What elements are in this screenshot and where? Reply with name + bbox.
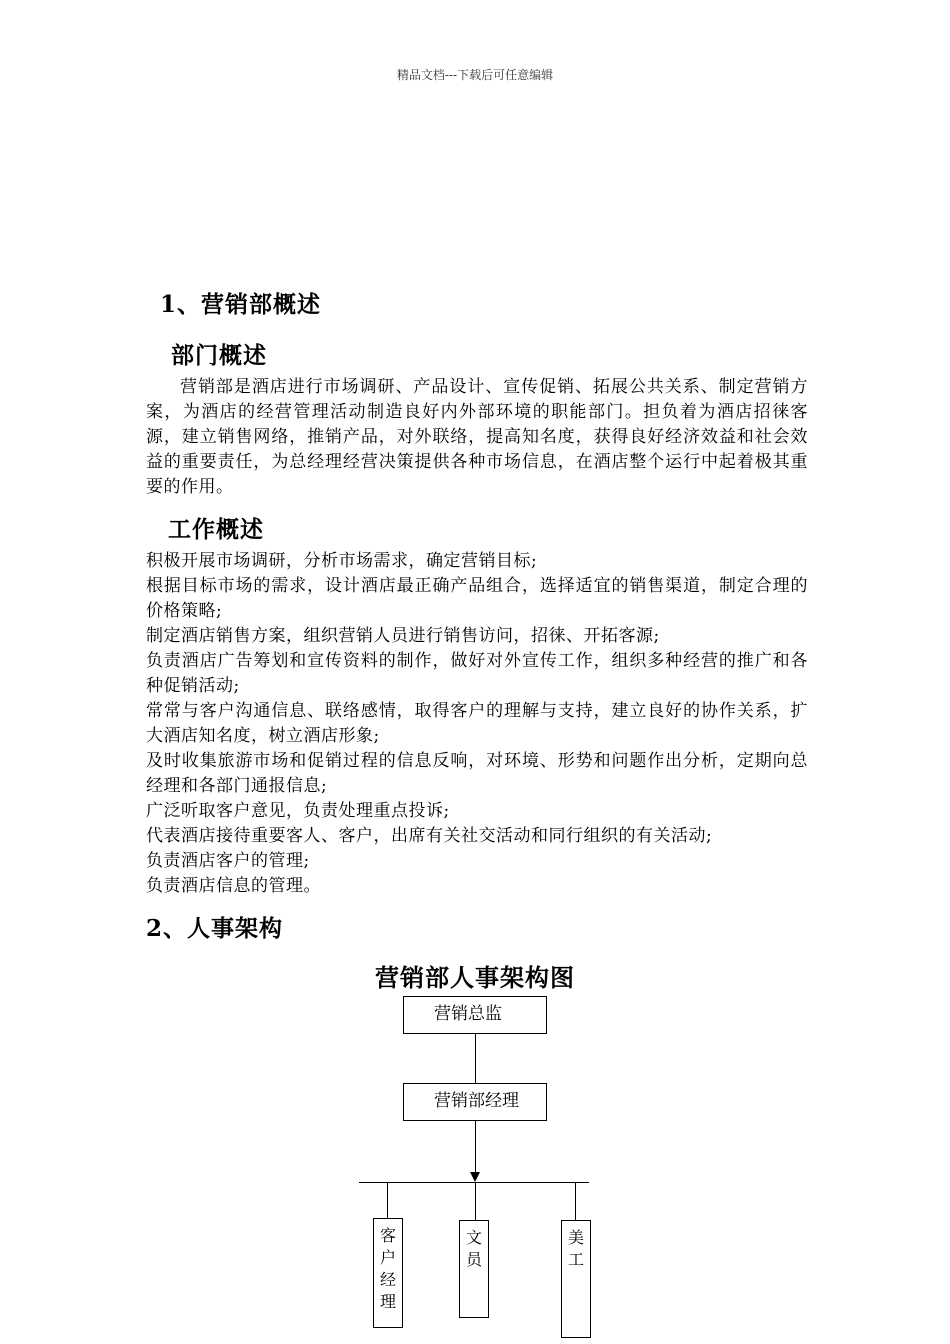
list-item: 制定酒店销售方案，组织营销人员进行销售访问，招徕、开拓客源;: [146, 626, 660, 646]
list-item: 负责酒店广告筹划和宣传资料的制作，做好对外宣传工作，组织多种经营的推广和各种促销活动;: [146, 651, 808, 696]
arrow-down-icon: [470, 1172, 480, 1182]
connector-line: [387, 1182, 388, 1218]
work-overview-heading: 工作概述: [168, 516, 264, 543]
org-node-label: 文员: [466, 1228, 483, 1269]
header-note: 精品文档---下载后可任意编辑: [396, 68, 554, 82]
org-node-label: 美工: [568, 1228, 585, 1269]
connector-line: [475, 1121, 476, 1173]
org-node-label: 营销部经理: [434, 1091, 519, 1111]
section2-title: 2、人事架构: [146, 915, 284, 942]
list-item: 负责酒店客户的管理;: [146, 851, 310, 871]
list-item: 负责酒店信息的管理。: [146, 876, 321, 896]
list-item: 及时收集旅游市场和促销过程的信息反响，对环境、形势和问题作出分析，定期向总经理和各部门通报信息;: [146, 751, 808, 796]
org-chart-title: 营销部人事架构图: [375, 963, 575, 992]
list-item: 积极开展市场调研，分析市场需求，确定营销目标;: [146, 551, 538, 571]
org-node-label: 客户经理: [380, 1226, 397, 1311]
org-node-top: [403, 996, 547, 1034]
connector-line: [475, 1034, 476, 1084]
list-item: 代表酒店接待重要客人、客户，出席有关社交活动和同行组织的有关活动;: [146, 826, 713, 846]
org-node-label: 营销总监: [434, 1004, 502, 1024]
org-node-middle: [403, 1083, 547, 1121]
connector-line: [359, 1182, 589, 1183]
connector-line: [475, 1182, 476, 1220]
section1-title: 1、营销部概述: [160, 291, 322, 318]
connector-line: [575, 1182, 576, 1220]
dept-overview-text: 营销部是酒店进行市场调研、产品设计、宣传促销、拓展公共关系、制定营销方案，为酒店的经营管理活动制造良好内外部环境的职能部门。担负着为酒店招徕客源，建立销售网络，推销产品，对外联络，提高知名度，获得良好经济效益和社会效益的重要责任，为总经理经营决策提供各种市场信息，在酒店整个运行中起着极其重要的作用。: [146, 377, 808, 497]
org-node-designer: [561, 1220, 591, 1338]
work-overview-list: [146, 549, 808, 899]
list-item: 根据目标市场的需求，设计酒店最正确产品组合，选择适宜的销售渠道，制定合理的价格策略;: [146, 576, 808, 621]
dept-overview-heading: 部门概述: [171, 342, 267, 369]
org-node-customer-manager: [373, 1218, 403, 1328]
list-item: 常常与客户沟通信息、联络感情，取得客户的理解与支持，建立良好的协作关系，扩大酒店知名度，树立酒店形象;: [146, 701, 808, 746]
org-node-clerk: [459, 1220, 489, 1318]
list-item: 广泛听取客户意见，负责处理重点投诉;: [146, 801, 450, 821]
